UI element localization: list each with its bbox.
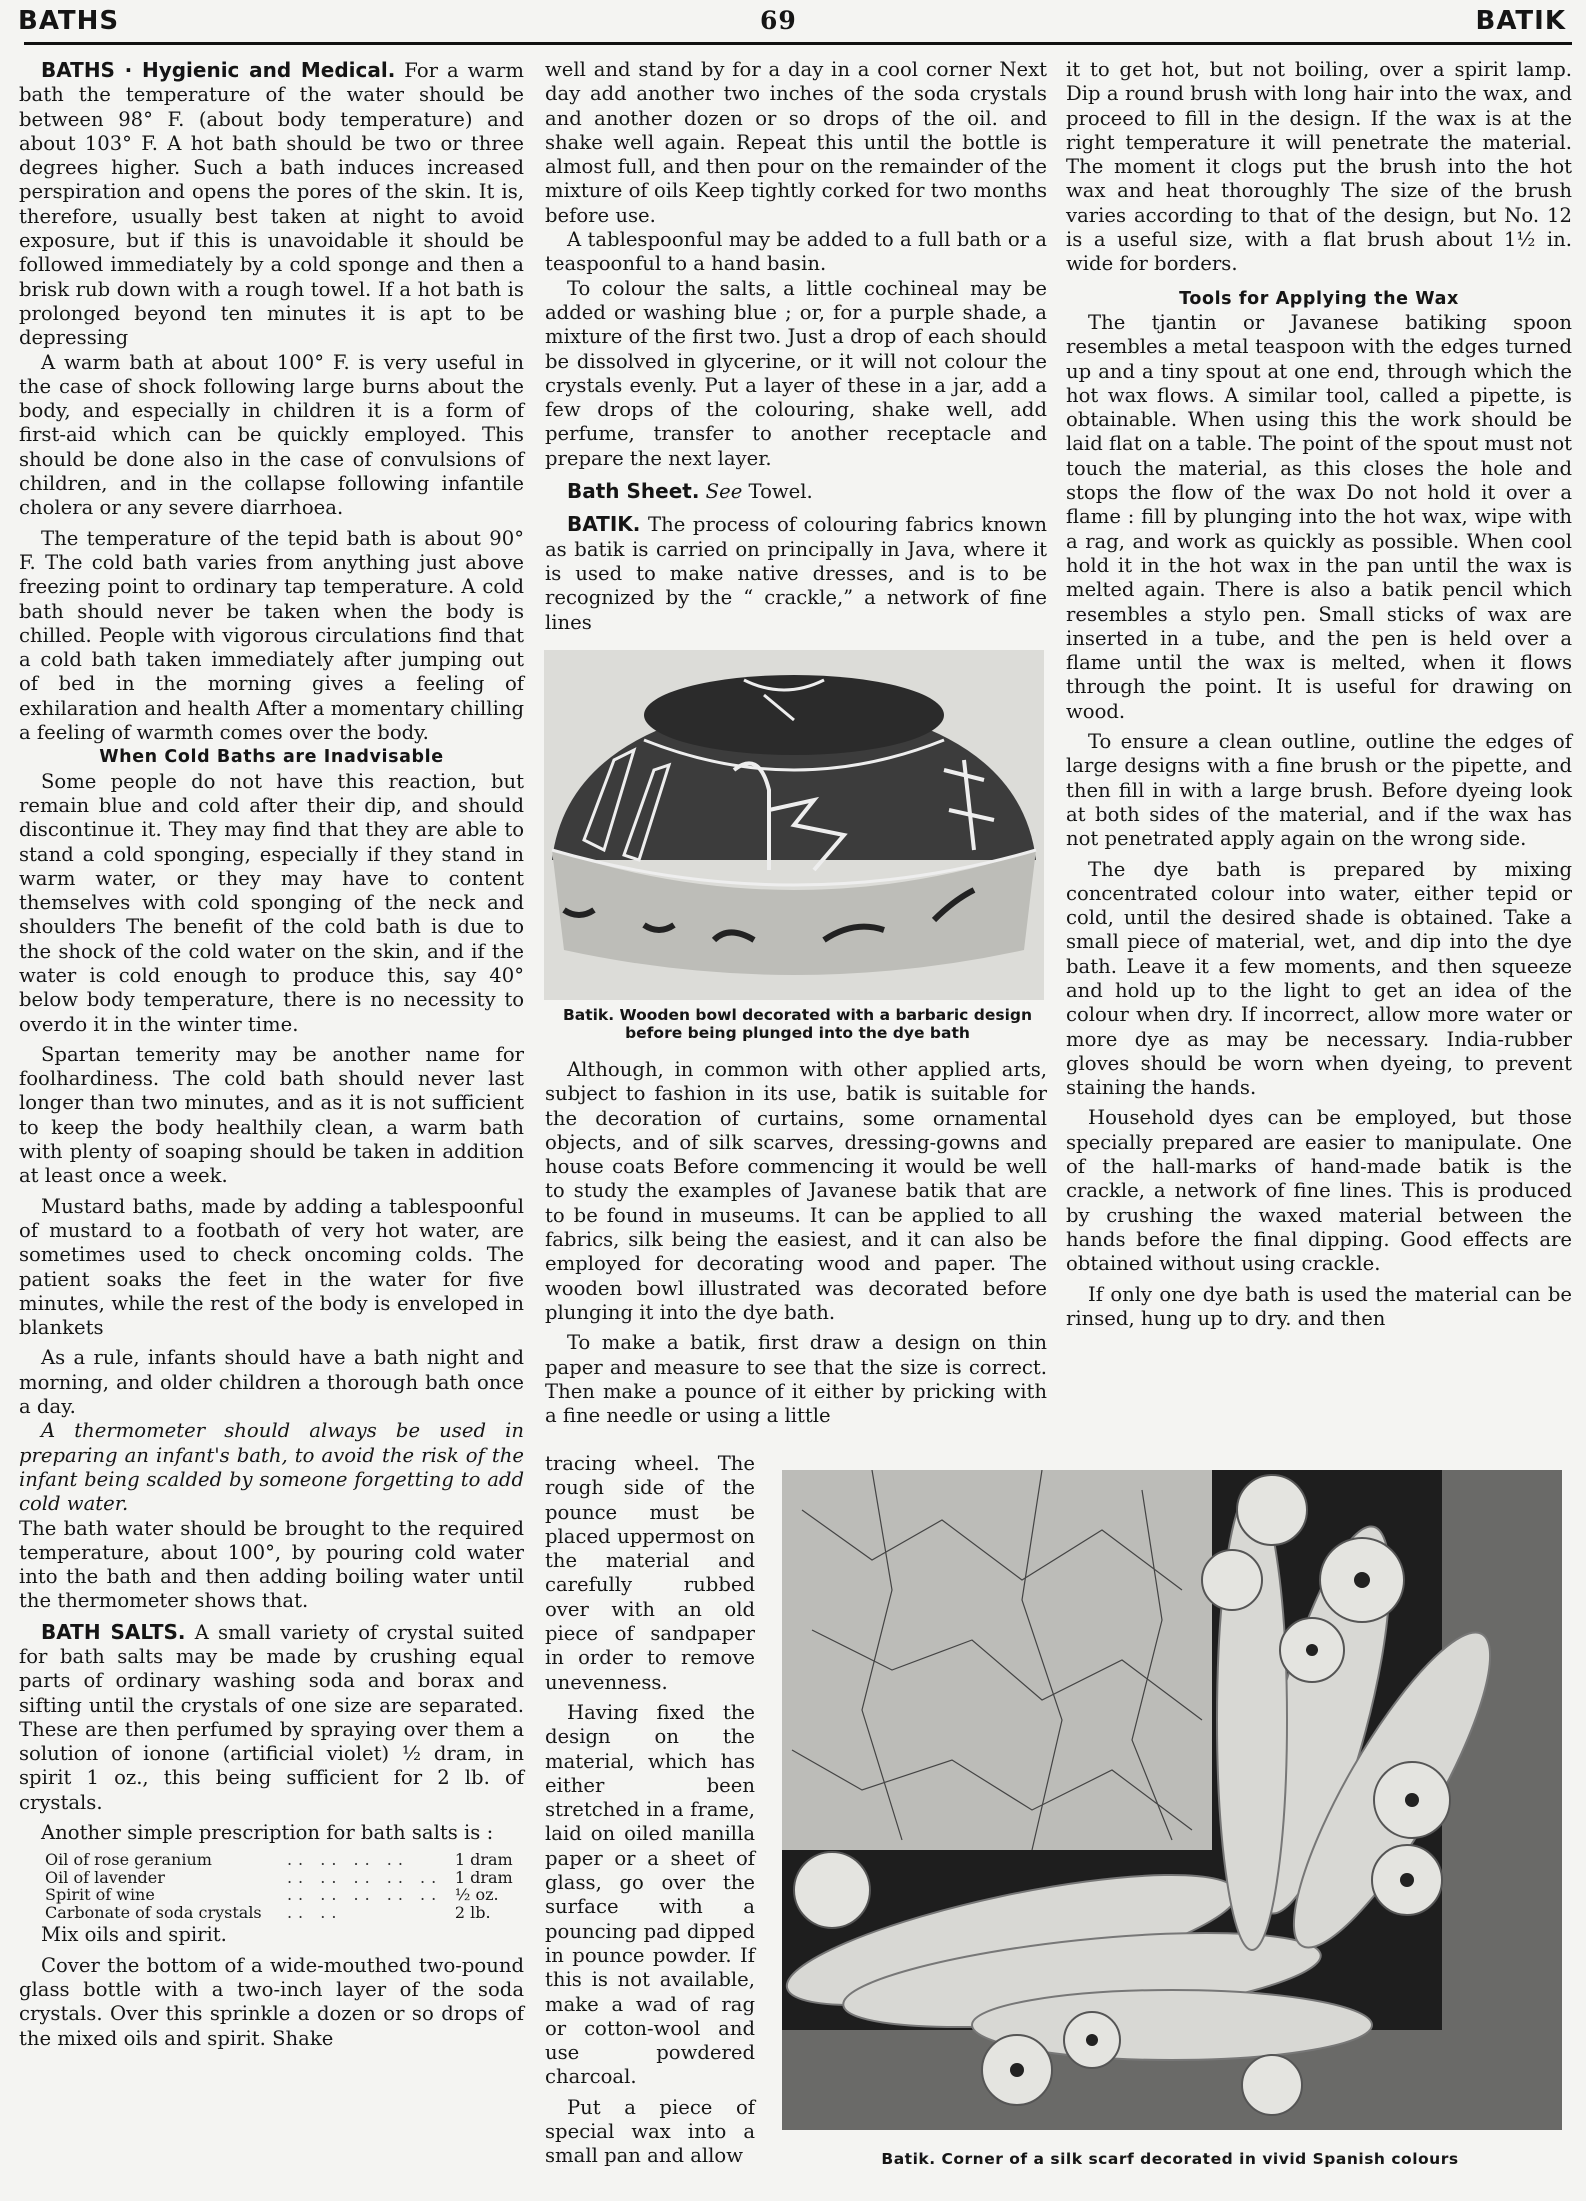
paragraph: The temperature of the tepid bath is about 90° F. The cold bath varies from anything just above freezing point to ordinary tap temperature. A cold bath should never be taken when the body is chilled. People with vigorous circulations find that a cold bath taken immediately after jumping out of bed in the morning gives a feeling of exhilaration and health After a momentary chilling a feeling of warmth comes over the body. (19, 526, 524, 745)
running-head-right: BATIK (1475, 6, 1566, 36)
recipe-list (45, 1851, 524, 1921)
recipe-row (45, 1851, 524, 1869)
running-head-left: BATHS (18, 6, 120, 36)
quantity: 1 dram (454, 1867, 513, 1887)
silk-scarf-image (782, 1470, 1562, 2130)
page-number: 69 (760, 6, 797, 35)
paragraph: To colour the salts, a little cochineal may be added or washing blue ; or, for a purple shade, a mixture of the first two. Just a drop of each should be dissolved in glycerine, or it will not colour the crystals evenly. Put a layer of these in a jar, add a few drops of the colouring, shake well, add perfume, transfer to another receptacle and prepare the next layer. (545, 276, 1047, 470)
paragraph: Some people do not have this reaction, but remain blue and cold after their dip, and should discontinue it. They may find that they are able to stand a cold sponging, especially if they stand in warm water, or they may have to content themselves with cold sponging of the neck and shoulders The benefit of the cold bath is due to the shock of the cold water on the skin, and if the water is cold enough to produce this, say 40° below body temperature, there is no necessity to overdo it in the winter time. (19, 769, 524, 1036)
recipe-row (45, 1869, 524, 1887)
leader-dots: .. .. .. .. .. (286, 1886, 443, 1904)
paragraph: The process of colouring fabrics known as batik is carried on principally in Java, where it is used to make native dresses, and is to be recognized by the “ crackle,” a network of fine lines (545, 513, 1047, 634)
ingredient: Carbonate of soda crystals (45, 1902, 262, 1922)
paragraph: If only one dye bath is used the material can be rinsed, hung up to dry. and then (1066, 1282, 1572, 1330)
entry-title-baths: BATHS · Hygienic and Medical. (41, 58, 396, 82)
bowl-caption: Batik. Wooden bowl decorated with a barbaric design before being plunged into the dye bath (562, 1006, 1033, 1042)
paragraph: Spartan temerity may be another name for foolhardiness. The cold bath should never last longer than two minutes, and as it is not sufficient to keep the body healthily clean, a warm bath with plenty of soaping should be taken in addition at least once a week. (19, 1042, 524, 1188)
scarf-photograph (782, 1470, 1562, 2130)
bowl-photograph (544, 650, 1044, 1000)
paragraph: The bath water should be brought to the required temperature, about 100°, by pouring cold water into the bath and then adding boiling water until the thermometer shows that. (19, 1516, 524, 1613)
leader-dots: .. .. .. .. .. (286, 1868, 443, 1887)
paragraph: Household dyes can be employed, but those specially prepared are easier to manipulate. One of the hall-marks of hand-made batik is the crackle, a network of fine lines. This is produced by crushing the waxed material between the hands before the final dipping. Good effects are obtained without using crackle. (1066, 1106, 1572, 1276)
column-2 (545, 58, 1047, 635)
column-3 (1066, 58, 1572, 1331)
quantity: 1 dram (454, 1850, 513, 1870)
column-2-narrow (545, 1452, 755, 2169)
scarf-caption: Batik. Corner of a silk scarf decorated in vivid Spanish colours (881, 2150, 1459, 2168)
paragraph: it to get hot, but not boiling, over a spirit lamp. Dip a round brush with long hair into the wax, and proceed to fill in the design. If the wax is at the right temperature it will penetrate the material. The moment it clogs put the brush into the hot wax and heat thoroughly The size of the brush varies according to that of the design, but No. 12 is a useful size, with a flat brush about 1½ in. wide for borders. (1066, 58, 1572, 276)
entry-title-bath-sheet: Bath Sheet. (567, 479, 700, 504)
paragraph: The tjantin or Javanese batiking spoon resembles a metal teaspoon with the edges turned up and a tiny spout at one end, through which the hot wax flows. A similar tool, called a pipette, is obtainable. When using this the work should be laid flat on a table. The point of the spout must not touch the material, as this closes the hole and stops the flow of the wax Do not hold it over a flame : fill by plunging into the hot wax, wipe with a rag, and work as quickly as possible. When cool hold it in the hot wax in the pan until the wax is melted again. There is also a batik pencil which resembles a stylo pen. Small sticks of wax are inserted in a tube, and the pen is held over a flame until the wax is melted, when it flows through the point. It is useful for drawing on wood. (1066, 310, 1573, 723)
entry-batik (545, 512, 1047, 634)
paragraph: Mustard baths, made by adding a tablespoonful of mustard to a footbath of very hot water, are sometimes used to check oncoming colds. The patient soaks the feet in the water for five minutes, while the rest of the body is enveloped in blankets (19, 1194, 524, 1340)
paragraph: Cover the bottom of a wide-mouthed two-pound glass bottle with a two-inch layer of the soda crystals. Over this sprinkle a dozen or so drops of the mixed oils and spirit. Shake (19, 1953, 524, 2050)
recipe-row (45, 1886, 524, 1904)
wooden-bowl-image (544, 650, 1044, 1000)
paragraph: The dye bath is prepared by mixing concentrated colour into water, either tepid or cold, until the desired shade is obtained. Take a small piece of material, wet, and dip into the dye bath. Leave it a few moments, and then squeeze and hold up to the light to get an idea of the colour when dry. If incorrect, allow more water or more dye as may be necessary. India-rubber gloves should be worn when dyeing, to prevent staining the hands. (1066, 857, 1572, 1100)
leader-dots: .. .. (286, 1903, 343, 1922)
quantity: 2 lb. (454, 1902, 491, 1922)
paragraph: Although, in common with other applied arts, subject to fashion in its use, batik is suitable for the decoration of curtains, some ornamental objects, and of silk scarves, dressing-gowns and house coats Before commencing it would be well to study the examples of Javanese batik that are to be found in museums. It can be applied to all fabrics, silk being the easiest, and it can also be employed for decorating wood and paper. The wooden bowl illustrated was decorated before plunging it into the dye bath. (545, 1058, 1047, 1324)
ingredient: Spirit of wine (45, 1885, 155, 1905)
paragraph: Having fixed the design on the material, which has either been stretched in a frame, laid on oiled manilla paper or a sheet of glass, go over the surface with a pouncing pad dipped in pounce powder. If this is not available, make a wad of rag or cotton-wool and use powdered charcoal. (545, 1700, 755, 2089)
paragraph: Mix oils and spirit. (41, 1923, 227, 1947)
leader-dots: .. .. .. .. (286, 1851, 409, 1869)
recipe-row (45, 1904, 524, 1922)
entry-title-batik: BATIK. (567, 512, 641, 537)
column-2-continued (545, 1058, 1047, 1428)
see-label: See (705, 480, 743, 504)
italic-note: A thermometer should always be used in preparing an infant's bath, to avoid the risk of the infant being scalded by someone forgetting to add cold water. (19, 1419, 524, 1516)
entry-title-bath-salts: BATH SALTS. (41, 1619, 186, 1644)
paragraph: Another simple prescription for bath salts is : (41, 1821, 494, 1845)
entry-baths (19, 58, 524, 351)
cross-reference-towel[interactable]: Towel. (748, 480, 813, 504)
paragraph: To ensure a clean outline, outline the edges of large designs with a fine brush or the pipette, and then fill in with a large brush. Before dyeing look at both sides of the material, and if the wax has not penetrated apply again on the wrong side. (1066, 730, 1572, 851)
paragraph: To make a batik, first draw a design on thin paper and measure to see that the size is correct. Then make a pounce of it either by pricking with a fine needle or using a little (545, 1331, 1047, 1428)
paragraph: For a warm bath the temperature of the water should be between 98° F. (about body temperature) and about 103° F. A hot bath should be two or three degrees higher. Such a bath induces increased perspiration and opens the pores of the skin. It is, therefore, usually best taken at night to avoid exposure, but if this is unavoidable it should be followed immediately by a cold sponge and then a brisk rub down with a rough towel. If a hot bath is prolonged beyond ten minutes it is apt to be depressing (19, 59, 524, 350)
paragraph: tracing wheel. The rough side of the pounce must be placed uppermost on the material and carefully rubbed over with an old piece of sandpaper in order to remove unevenness. (545, 1452, 755, 1694)
paragraph: A small variety of crystal suited for bath salts may be made by crushing equal parts of ordinary washing soda and borax and sifting until the crystals of one size are separated. These are then perfumed by spraying over them a solution of ionone (artificial violet) ½ dram, in spirit 1 oz., this being sufficient for 2 lb. of crystals. (19, 1620, 524, 1814)
subheading-cold-baths: When Cold Baths are Inadvisable (99, 747, 444, 768)
ingredient: Oil of lavender (45, 1867, 165, 1887)
ingredient: Oil of rose geranium (45, 1850, 212, 1870)
paragraph: As a rule, infants should have a bath night and morning, and older children a thorough bath once a day. (19, 1346, 524, 1419)
quantity: ½ oz. (454, 1885, 499, 1905)
entry-bath-salts (19, 1620, 524, 1815)
column-1 (19, 58, 524, 2051)
paragraph: A tablespoonful may be added to a full bath or a teaspoonful to a hand basin. (545, 228, 1047, 276)
entry-bath-sheet (545, 479, 1047, 504)
subheading-tools: Tools for Applying the Wax (1179, 288, 1459, 309)
header-rule (24, 42, 1572, 45)
paragraph: A warm bath at about 100° F. is very useful in the case of shock following large burns about the body, and especially in children it is a form of first-aid which can be quickly employed. This should be done also in the case of convulsions of children, and in the collapse following infantile cholera or any severe diarrhoea. (19, 350, 524, 520)
paragraph: Put a piece of special wax into a small pan and allow (545, 2095, 755, 2168)
paragraph: well and stand by for a day in a cool corner Next day add another two inches of the soda crystals and another dozen or so drops of the oil. and shake well again. Repeat this until the bottle is almost full, and then pour on the remainder of the mixture of oils Keep tightly corked for two months before use. (545, 58, 1047, 227)
